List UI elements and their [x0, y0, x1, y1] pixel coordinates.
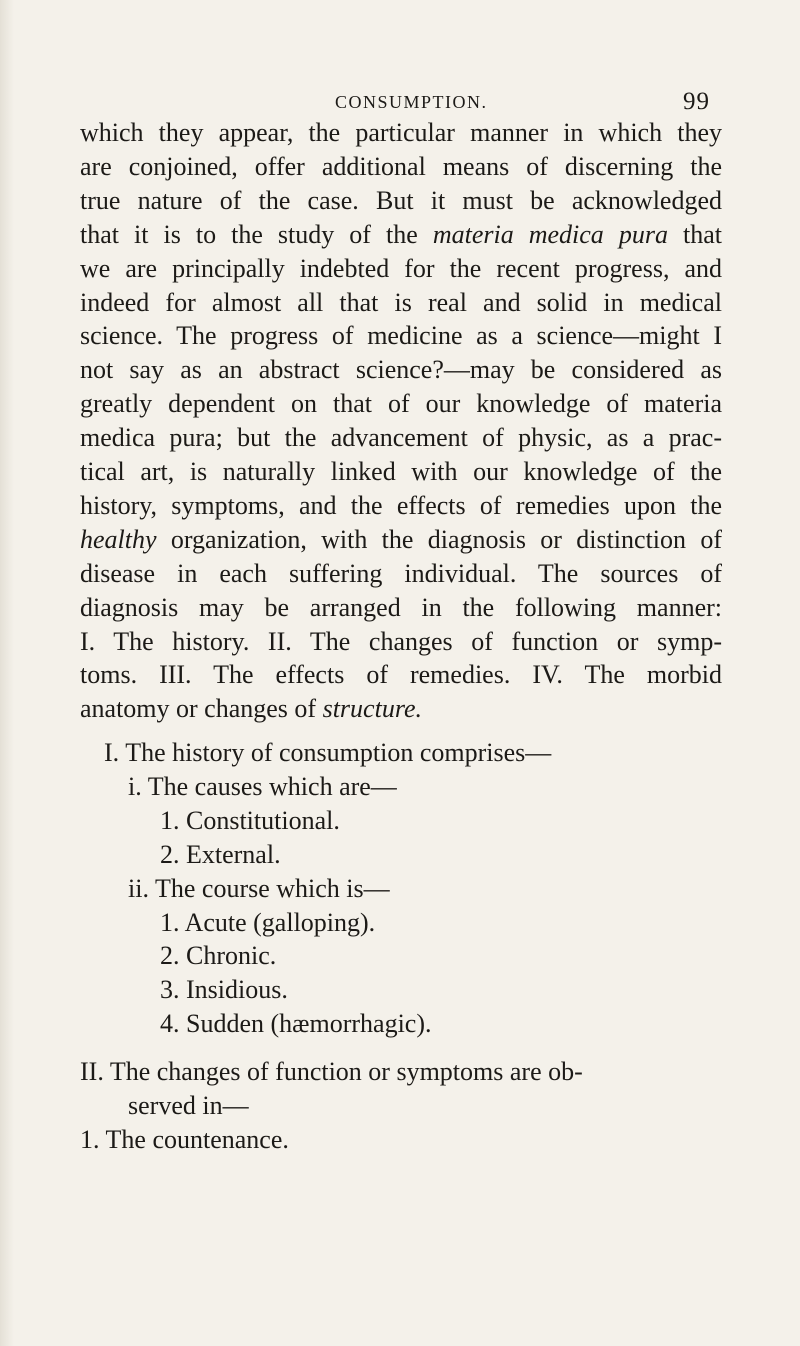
page-edge-shadow — [0, 0, 14, 1346]
paragraph-line: which they appear, the particular manner in which they — [80, 118, 722, 147]
paragraph-line: I. The history. II. The changes of function or symp- — [80, 626, 722, 656]
section-line: 1. The countenance. — [80, 1124, 289, 1154]
paragraph-line: diagnosis may be arranged in the following manner: — [80, 592, 722, 622]
paragraph-line: indeed for almost all that is real and solid in medical — [80, 287, 722, 317]
outline-item: 2. Chronic. — [160, 941, 277, 971]
outline-item: 4. Sudden (hæmorrhagic). — [160, 1009, 432, 1039]
outline-item: 1. Constitutional. — [160, 805, 340, 835]
outline-item: i. The causes which are— — [128, 771, 397, 801]
paragraph-line: are conjoined, offer additional means of discerning the — [80, 151, 722, 181]
paragraph-line: science. The progress of medicine as a science—might I — [80, 321, 722, 351]
paragraph-line — [80, 220, 722, 250]
outline-item: 2. External. — [160, 839, 281, 869]
paragraph-line: toms. III. The effects of remedies. IV. The morbid — [80, 660, 722, 690]
paragraph-line: history, symptoms, and the effects of remedies upon the — [80, 490, 722, 520]
section-line: II. The changes of function or symptoms are ob- — [80, 1057, 583, 1086]
paragraph-line: greatly dependent on that of our knowledge of materia — [80, 389, 722, 419]
paragraph-line: disease in each suffering individual. The sources of — [80, 558, 722, 588]
italic-term: structure. — [322, 694, 423, 724]
text-run: anatomy or changes of — [80, 694, 323, 724]
outline-item: 3. Insidious. — [160, 975, 288, 1005]
paragraph-line: we are principally indebted for the recent progress, and — [80, 253, 722, 283]
paragraph-line: tical art, is naturally linked with our knowledge of the — [80, 457, 722, 486]
text-run: that — [667, 219, 722, 249]
paragraph-line — [80, 694, 422, 724]
page-number: 99 — [683, 88, 710, 115]
paragraph-line: medica pura; but the advancement of physic, as a prac- — [80, 423, 722, 453]
outline-item: ii. The course which is— — [128, 873, 390, 903]
italic-term: healthy — [80, 524, 157, 554]
paragraph-line — [80, 525, 722, 555]
section-line: served in— — [128, 1090, 249, 1120]
running-title: CONSUMPTION. — [335, 92, 488, 112]
outline-item: 1. Acute (galloping). — [160, 907, 376, 937]
text-run: that it is to the study of the — [80, 219, 433, 249]
text-run: organization, with the diagnosis or distinction of — [156, 524, 722, 554]
paragraph-line: true nature of the case. But it must be acknowledged — [80, 185, 722, 215]
italic-term: materia medica pura — [432, 219, 668, 249]
paragraph-line: not say as an abstract science?—may be considered as — [80, 355, 722, 385]
outline-item: I. The history of consumption comprises— — [104, 738, 552, 767]
